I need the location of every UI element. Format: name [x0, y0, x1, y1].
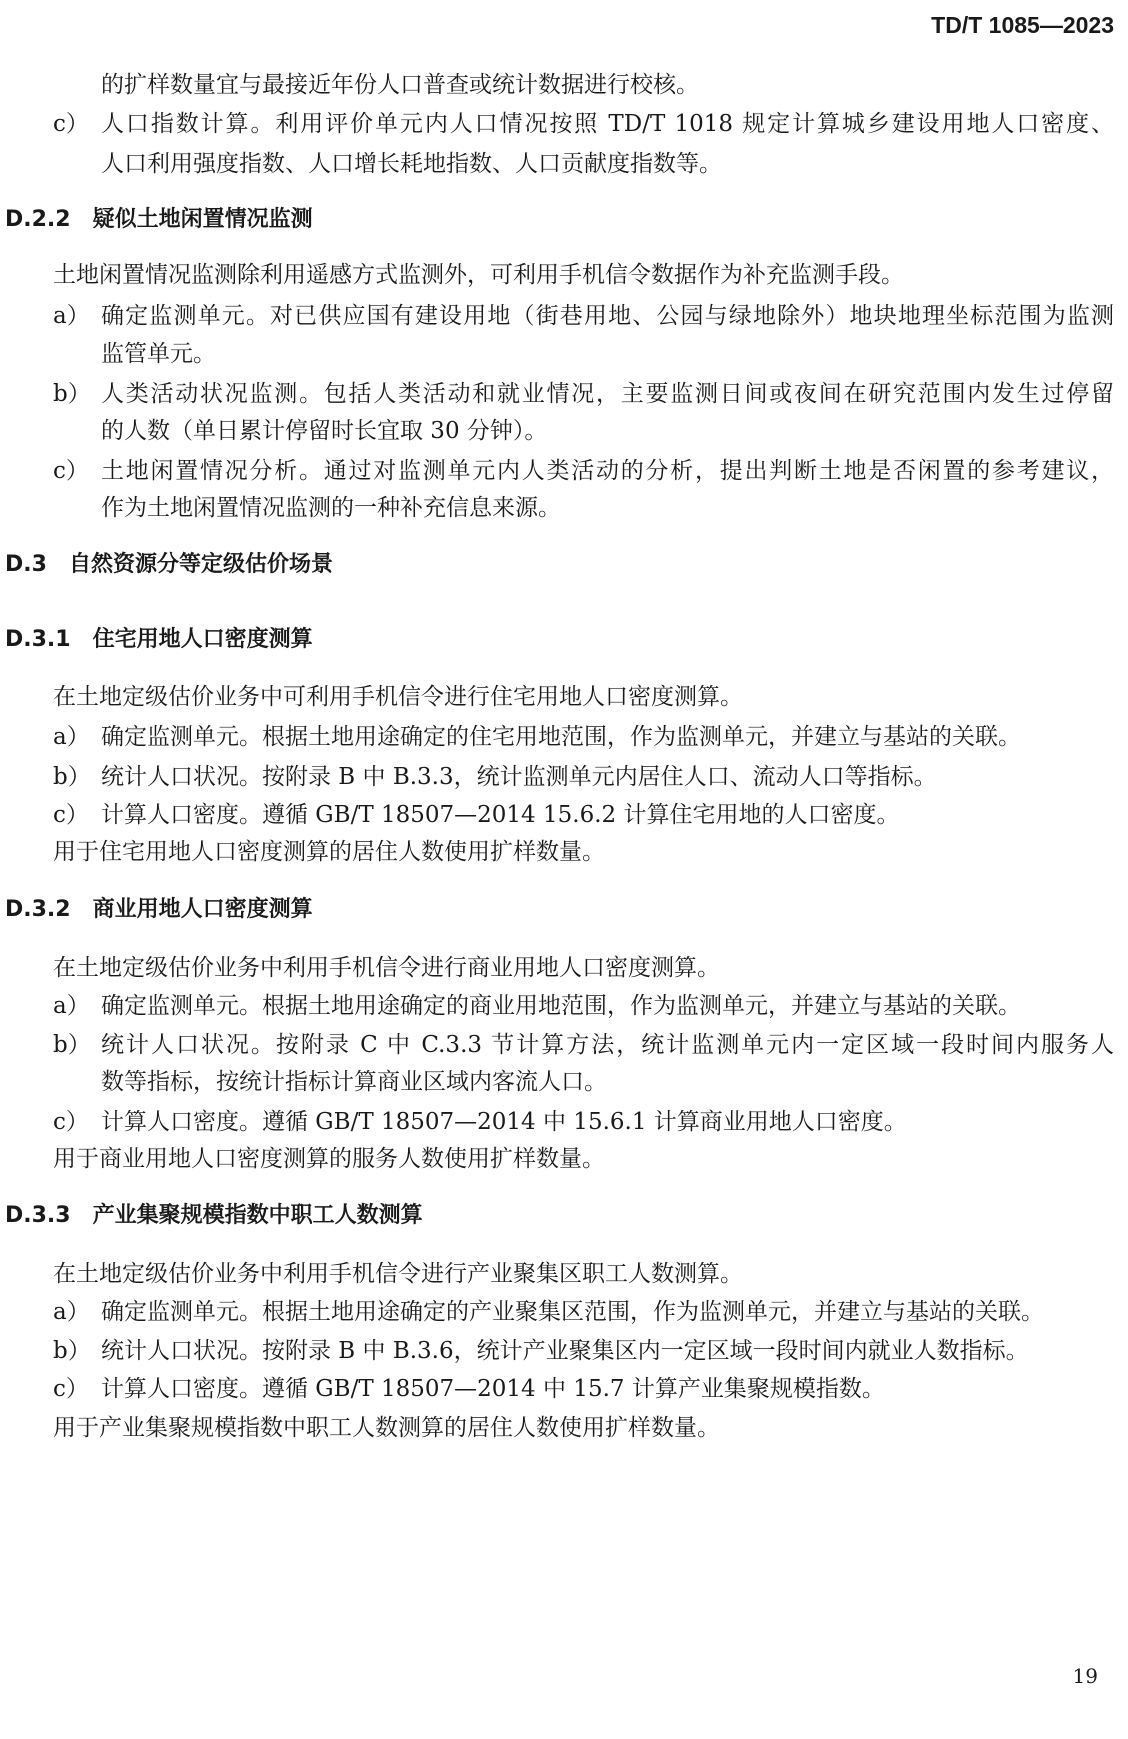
text-line: 的人数（单日累计停留时长宜取 30 分钟）。 [101, 418, 548, 444]
text-line: 在土地定级估价业务中利用手机信令进行产业聚集区职工人数测算。 [53, 1261, 743, 1287]
text-line: 计算人口密度。遵循 GB/T 18507—2014 15.6.2 计算住宅用地的人口密度。 [101, 802, 900, 828]
text-line: 确定监测单元。对已供应国有建设用地（街巷用地、公园与绿地除外）地块地理坐标范围为监测 [101, 303, 1114, 329]
text-line: 作为土地闲置情况监测的一种补充信息来源。 [101, 495, 561, 521]
text-line: 数等指标，按统计指标计算商业区域内客流人口。 [101, 1069, 607, 1095]
text-line: 统计人口状况。按附录 B 中 B.3.6，统计产业聚集区内一定区域一段时间内就业人数指标。 [101, 1338, 1029, 1364]
section-heading [5, 550, 333, 580]
document-code-header: TD/T 1085—2023 [931, 12, 1114, 38]
section-number: D.3.1 [5, 627, 71, 652]
section-title: 商业用地人口密度测算 [92, 897, 313, 922]
page-number: 19 [1072, 1664, 1098, 1688]
section-title: 住宅用地人口密度测算 [92, 627, 313, 652]
text-line: 用于住宅用地人口密度测算的居住人数使用扩样数量。 [53, 839, 605, 865]
text-line: 在土地定级估价业务中可利用手机信令进行住宅用地人口密度测算。 [53, 684, 743, 710]
list-label: b） [53, 1338, 91, 1364]
list-label: c） [53, 1109, 89, 1135]
list-label: b） [53, 1032, 91, 1058]
text-line: 统计人口状况。按附录 C 中 C.3.3 节计算方法，统计监测单元内一定区域一段时间内服务人 [101, 1032, 1114, 1058]
list-label: c） [53, 802, 89, 828]
list-label: a） [53, 993, 90, 1019]
list-label: a） [53, 724, 90, 750]
text-line: 监管单元。 [101, 341, 216, 367]
text-line: 用于商业用地人口密度测算的服务人数使用扩样数量。 [53, 1146, 605, 1172]
section-number: D.3.2 [5, 897, 71, 922]
section-number: D.2.2 [5, 207, 71, 232]
text-line: 人口指数计算。利用评价单元内人口情况按照 TD/T 1018 规定计算城乡建设用地人口密度、 [101, 111, 1114, 137]
text-line: 计算人口密度。遵循 GB/T 18507—2014 中 15.7 计算产业集聚规模指数。 [101, 1376, 885, 1402]
section-heading [5, 205, 313, 235]
list-label: c） [53, 111, 89, 137]
section-title: 产业集聚规模指数中职工人数测算 [92, 1203, 423, 1228]
list-label: b） [53, 764, 91, 790]
list-label: a） [53, 303, 90, 329]
text-line: 用于产业集聚规模指数中职工人数测算的居住人数使用扩样数量。 [53, 1415, 720, 1441]
section-title: 疑似土地闲置情况监测 [92, 207, 313, 232]
section-heading [5, 625, 313, 655]
text-line: 土地闲置情况分析。通过对监测单元内人类活动的分析，提出判断土地是否闲置的参考建议， [101, 458, 1114, 484]
list-label: b） [53, 381, 91, 407]
section-number: D.3 [5, 552, 47, 577]
section-heading [5, 1201, 423, 1231]
section-title: 自然资源分等定级估价场景 [68, 552, 333, 577]
section-number: D.3.3 [5, 1203, 71, 1228]
list-label: c） [53, 1376, 89, 1402]
list-label: c） [53, 458, 89, 484]
text-line: 人类活动状况监测。包括人类活动和就业情况，主要监测日间或夜间在研究范围内发生过停留 [101, 381, 1114, 407]
text-line: 的扩样数量宜与最接近年份人口普查或统计数据进行校核。 [101, 72, 699, 98]
text-line: 人口利用强度指数、人口增长耗地指数、人口贡献度指数等。 [101, 151, 722, 177]
text-line: 统计人口状况。按附录 B 中 B.3.3，统计监测单元内居住人口、流动人口等指标。 [101, 764, 937, 790]
text-line: 确定监测单元。根据土地用途确定的住宅用地范围，作为监测单元，并建立与基站的关联。 [101, 724, 1021, 750]
list-label: a） [53, 1299, 90, 1325]
text-line: 确定监测单元。根据土地用途确定的产业聚集区范围，作为监测单元，并建立与基站的关联。 [101, 1299, 1044, 1325]
text-line: 确定监测单元。根据土地用途确定的商业用地范围，作为监测单元，并建立与基站的关联。 [101, 993, 1021, 1019]
text-line: 计算人口密度。遵循 GB/T 18507—2014 中 15.6.1 计算商业用地人口密度。 [101, 1109, 907, 1135]
section-heading [5, 895, 313, 925]
text-line: 土地闲置情况监测除利用遥感方式监测外，可利用手机信令数据作为补充监测手段。 [53, 262, 904, 288]
text-line: 在土地定级估价业务中利用手机信令进行商业用地人口密度测算。 [53, 955, 720, 981]
